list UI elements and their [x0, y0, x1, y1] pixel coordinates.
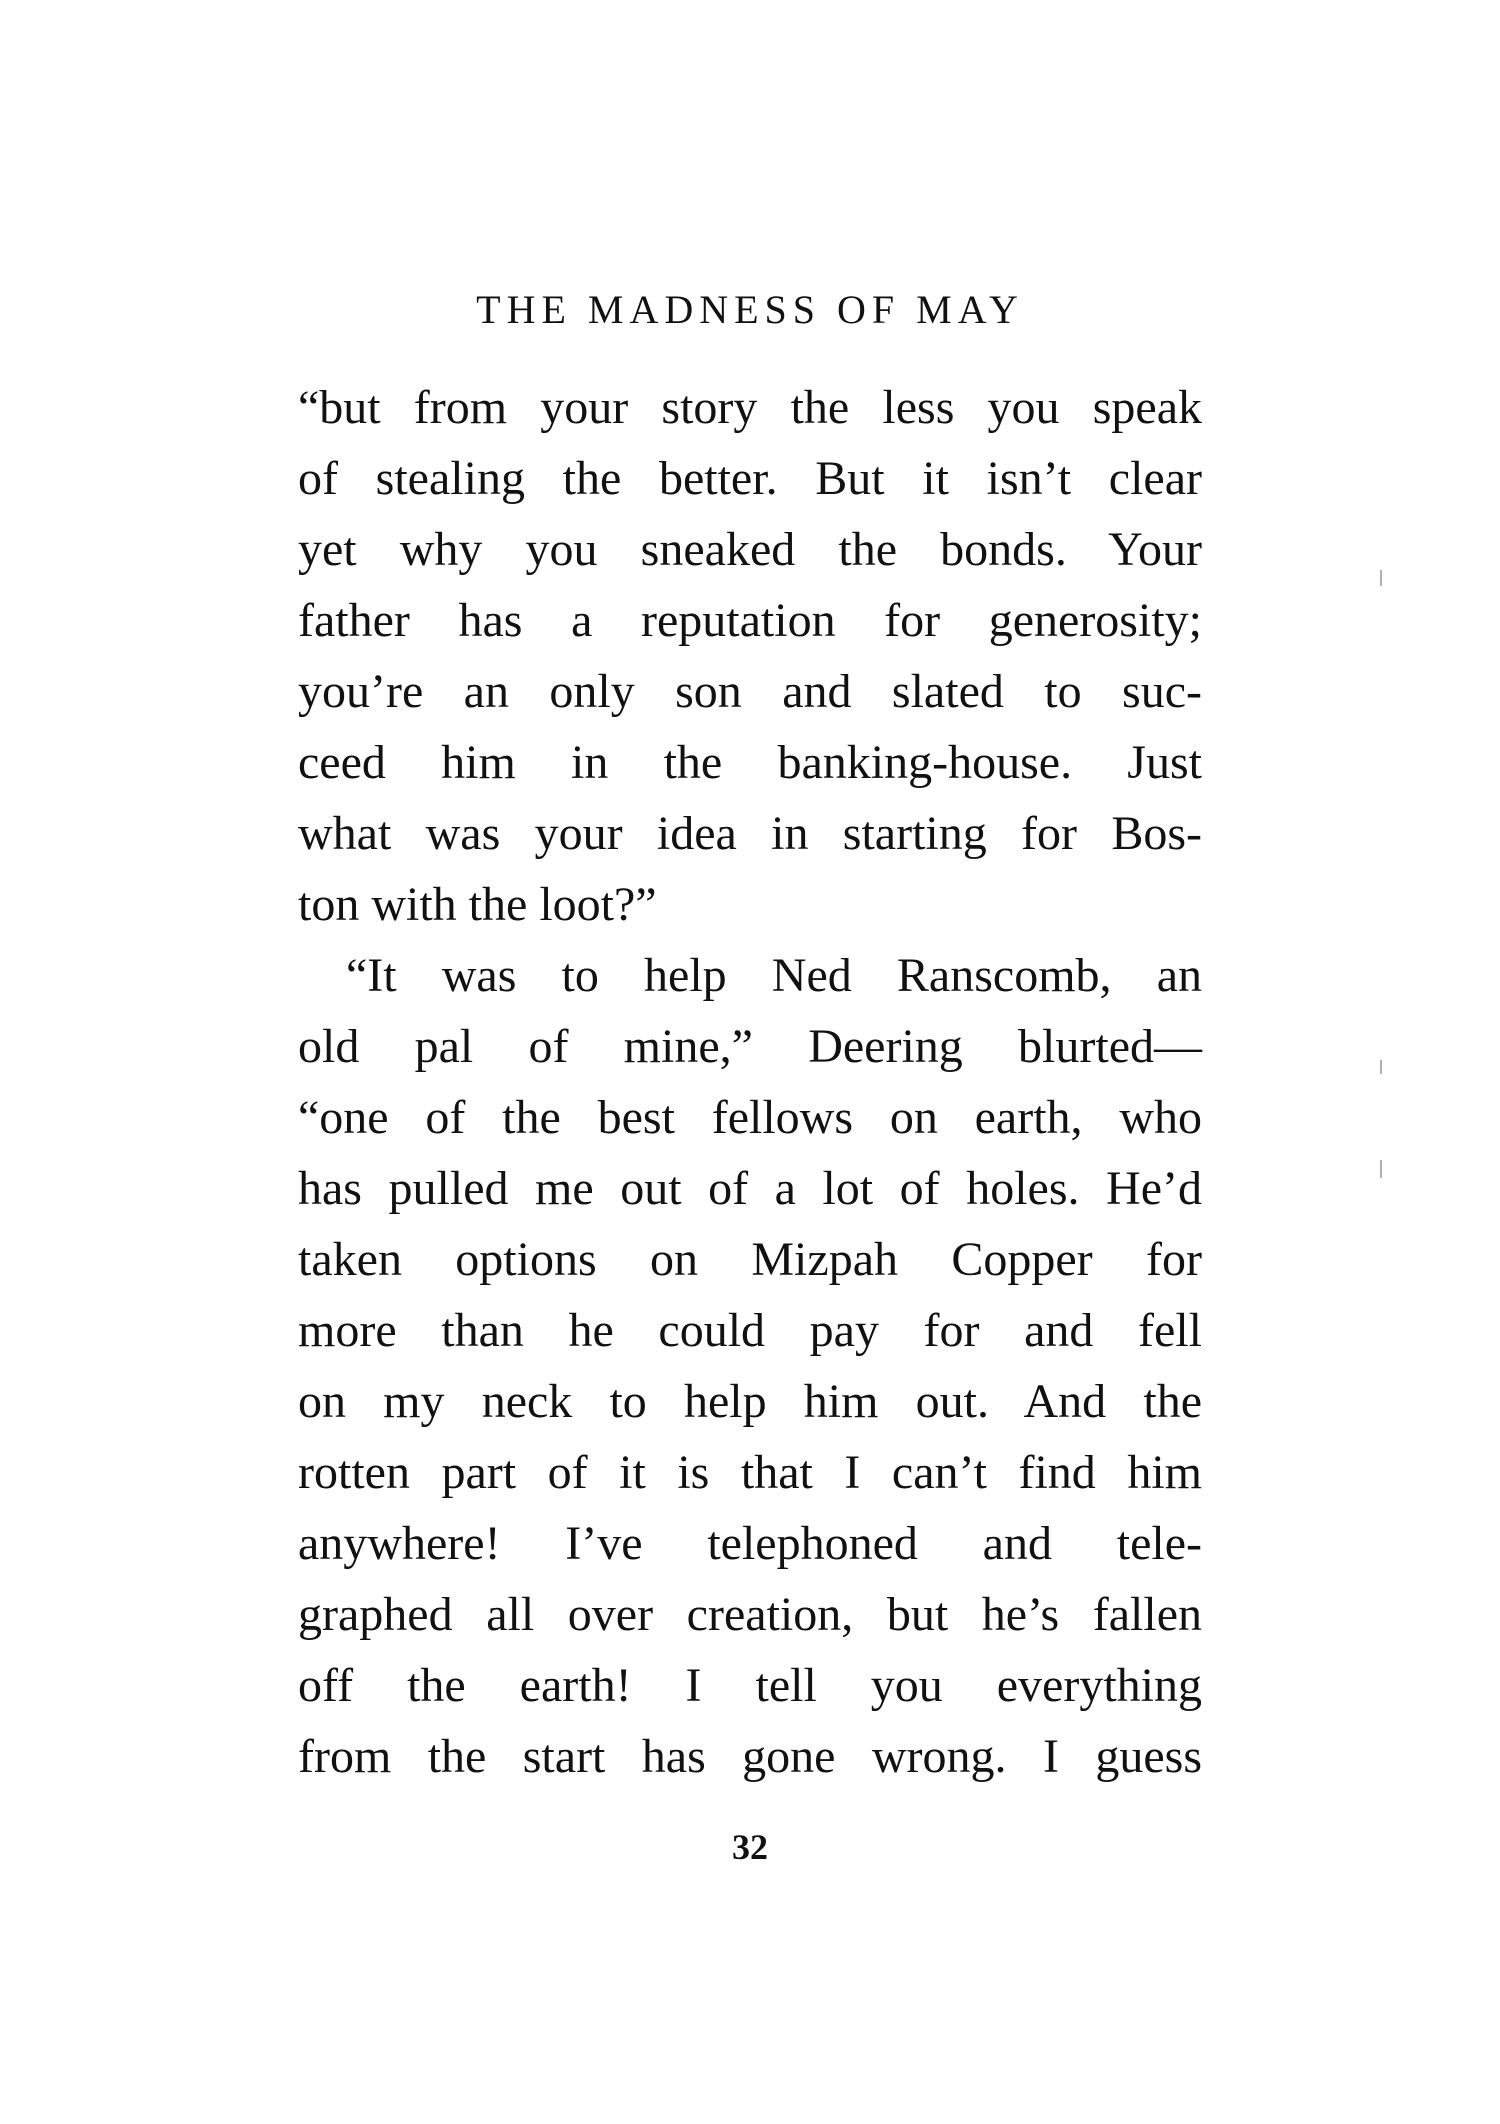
text-line: “one of the best fellows on earth, who — [298, 1091, 1202, 1144]
text-line: “It was to help Ned Ranscomb, an — [346, 949, 1202, 1002]
body-text — [298, 372, 1202, 1792]
text-line: ceed him in the banking-house. Just — [298, 736, 1202, 789]
scan-speck — [1380, 1060, 1382, 1074]
scan-speck — [1380, 570, 1382, 586]
scan-speck — [1380, 1160, 1382, 1178]
page-number: 32 — [732, 1827, 768, 1867]
text-line: anywhere! I’ve telephoned and tele- — [298, 1517, 1202, 1570]
text-line: old pal of mine,” Deering blurted— — [298, 1020, 1202, 1073]
text-line: “but from your story the less you speak — [298, 381, 1202, 434]
text-line: on my neck to help him out. And the — [298, 1375, 1202, 1428]
text-line: from the start has gone wrong. I guess — [298, 1730, 1202, 1783]
text-line: yet why you sneaked the bonds. Your — [298, 523, 1202, 576]
text-line: more than he could pay for and fell — [298, 1304, 1202, 1357]
text-line: taken options on Mizpah Copper for — [298, 1233, 1202, 1286]
text-line: what was your idea in starting for Bos- — [298, 807, 1202, 860]
text-line: off the earth! I tell you everything — [298, 1659, 1202, 1712]
running-head: THE MADNESS OF MAY — [476, 287, 1024, 332]
text-line: has pulled me out of a lot of holes. He’d — [298, 1162, 1202, 1215]
text-line: rotten part of it is that I can’t find him — [298, 1446, 1202, 1499]
text-line: of stealing the better. But it isn’t clear — [298, 452, 1202, 505]
text-line: ton with the loot?” — [298, 878, 657, 931]
text-line: graphed all over creation, but he’s fallen — [298, 1588, 1202, 1641]
text-line: father has a reputation for generosity; — [298, 594, 1202, 647]
text-line: you’re an only son and slated to suc- — [298, 665, 1202, 718]
